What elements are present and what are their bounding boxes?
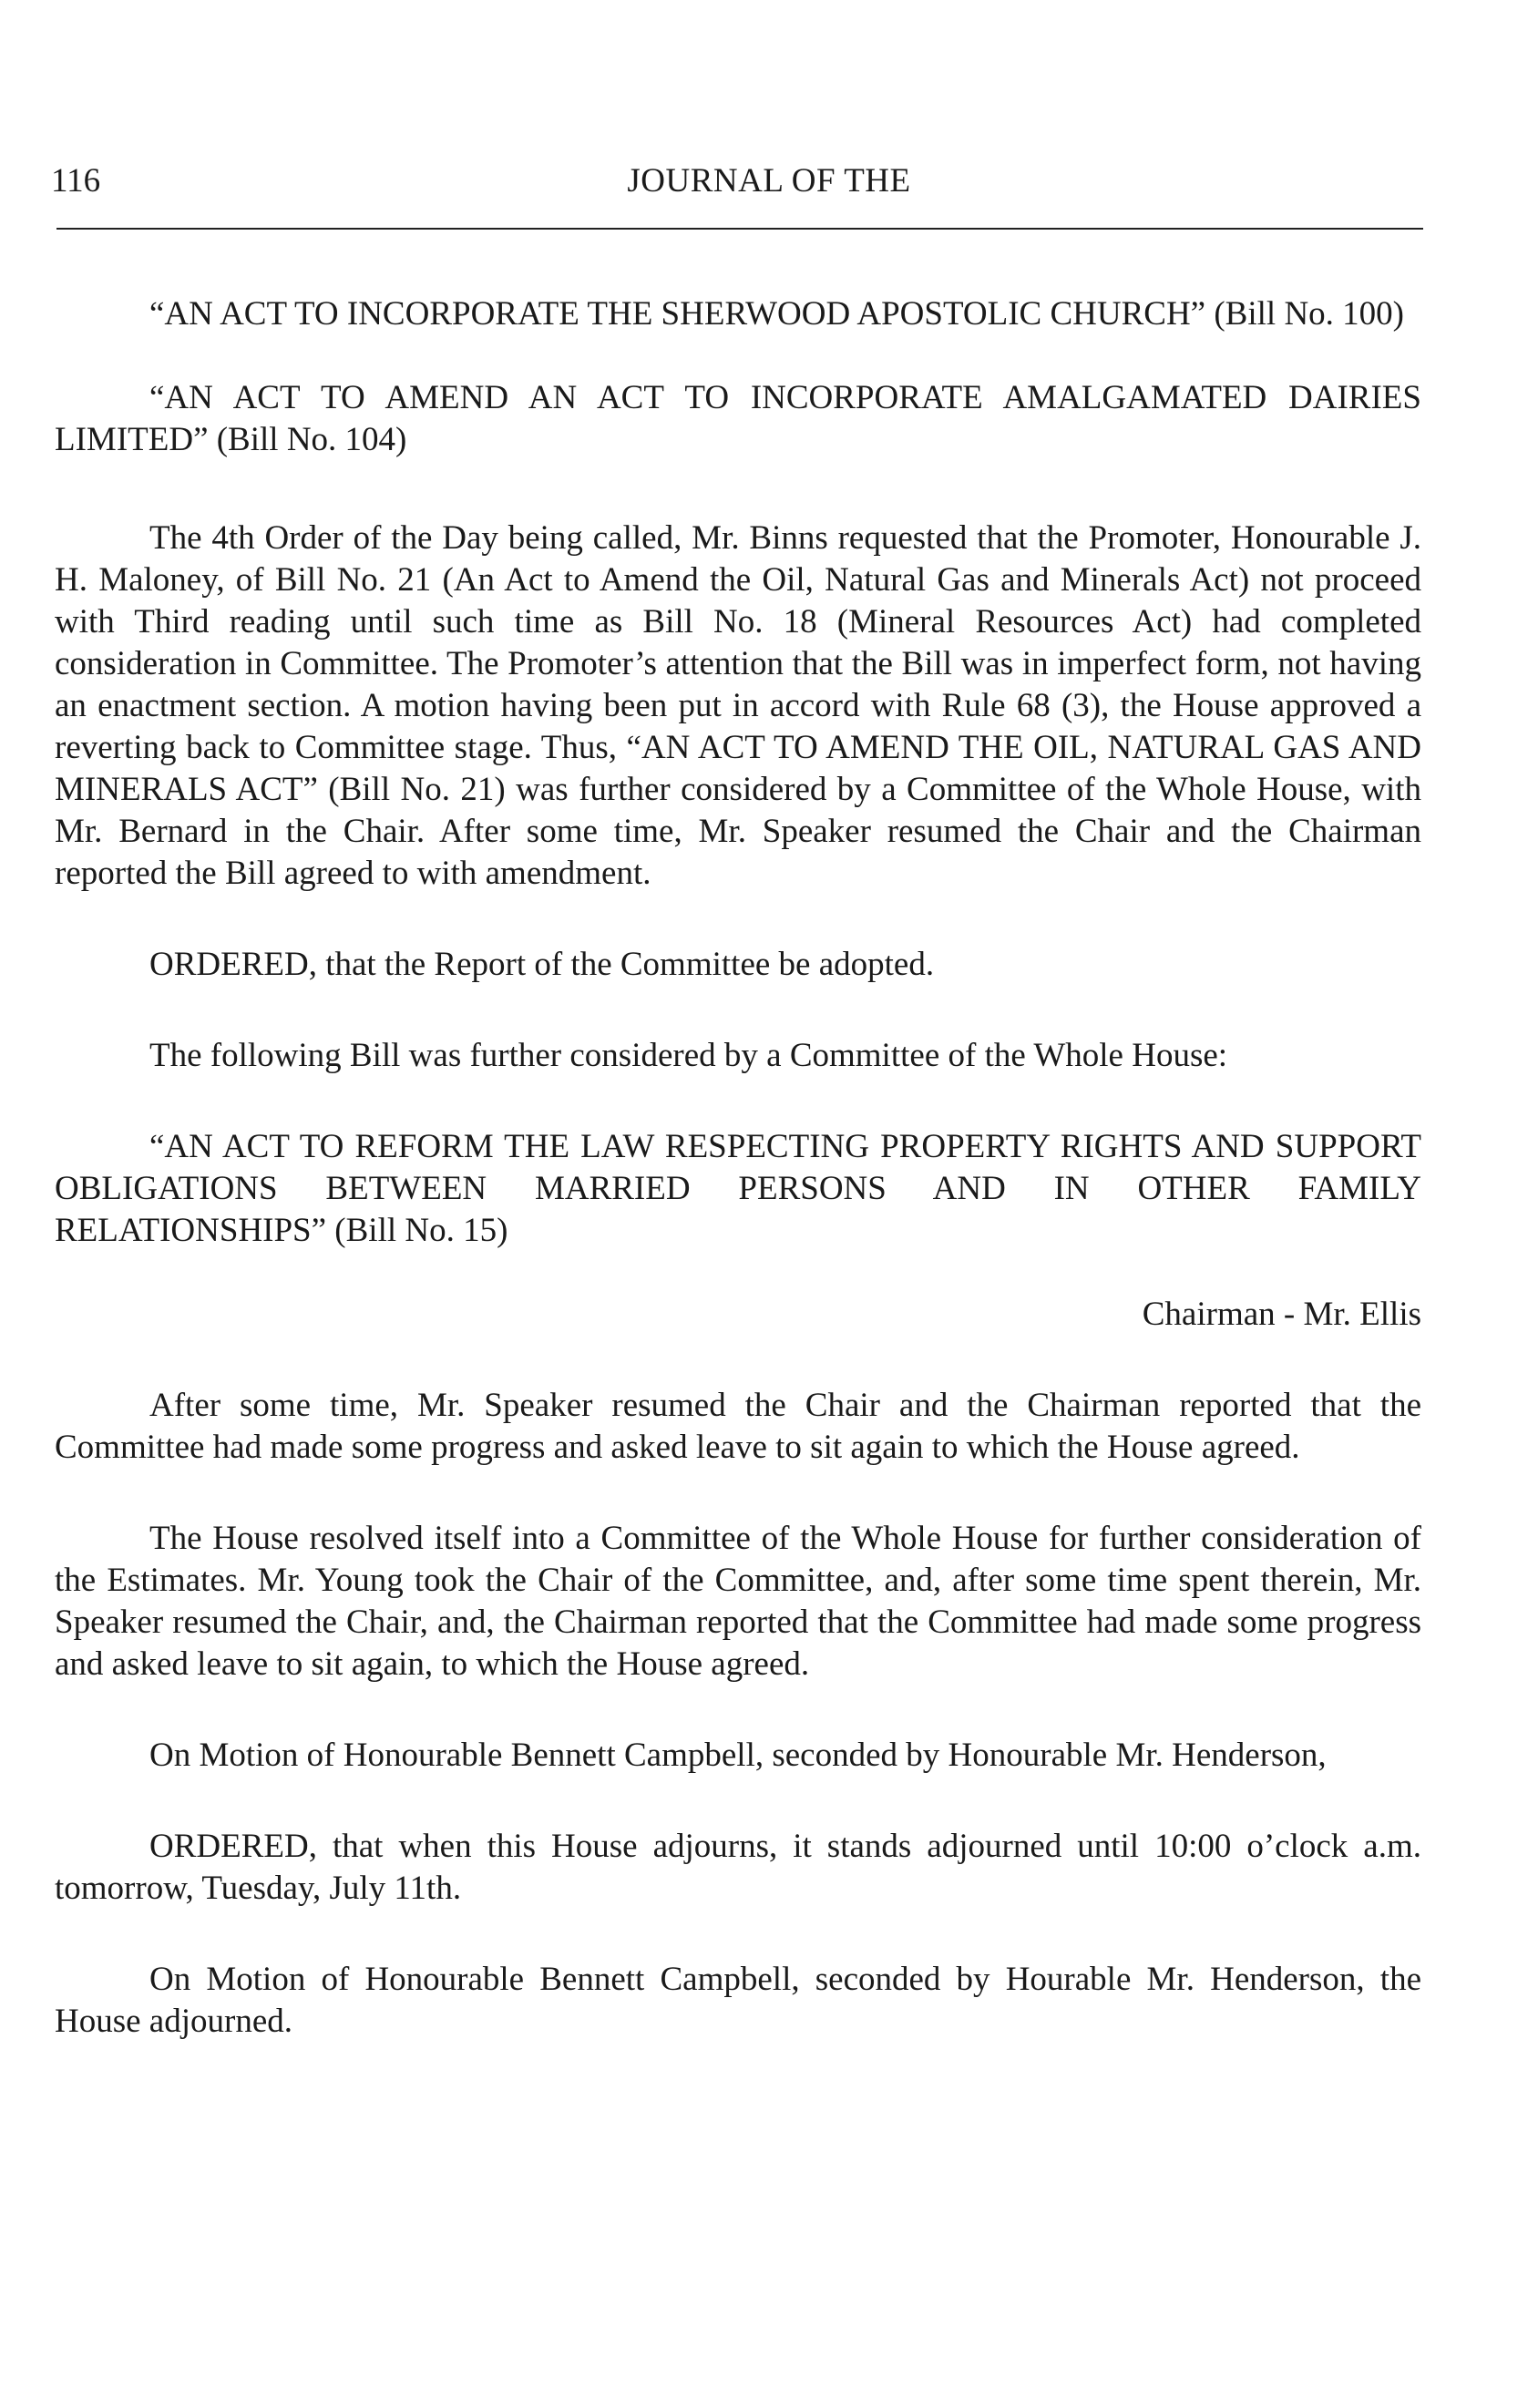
motion-paragraph-1: On Motion of Honourable Bennett Campbell, seconded by Honourable Mr. Henderson,: [149, 1737, 1327, 1774]
header-rule: [56, 228, 1423, 230]
page-number: 116: [51, 162, 101, 200]
bill-title-family-law-reform: “AN ACT TO REFORM THE LAW RESPECTING PROPERTY RIGHTS AND SUPPORT OBLIGATIONS BETWEEN MARRIED PERSONS AND IN OTHER FAMILY RELATIONSHIPS” (Bill No. 15): [55, 1128, 1421, 1249]
ordered-adjourn-paragraph: ORDERED, that when this House adjourns, it stands adjourned until 10:00 o’clock a.m. tomorrow, Tuesday, July 11th.: [55, 1828, 1421, 1907]
bill-title-sherwood-church: “AN ACT TO INCORPORATE THE SHERWOOD APOSTOLIC CHURCH” (Bill No. 100): [149, 295, 1404, 333]
committee-intro: The following Bill was further considered by a Committee of the Whole House:: [149, 1037, 1228, 1074]
bill-title-amalgamated-dairies: “AN ACT TO AMEND AN ACT TO INCORPORATE AMALGAMATED DAIRIES LIMITED” (Bill No. 104): [55, 379, 1421, 458]
progress-paragraph: After some time, Mr. Speaker resumed the Chair and the Chairman reported that the Committee had made some progress and asked leave to sit again to which the House agreed.: [55, 1387, 1421, 1466]
ordered-report-adopted: ORDERED, that the Report of the Committee be adopted.: [149, 946, 935, 983]
fourth-order-paragraph: The 4th Order of the Day being called, Mr. Binns requested that the Promoter, Honourable J. H. Maloney, of Bill No. 21 (An Act to Amend the Oil, Natural Gas and Minerals Act) not proceed with Third reading until such time as Bill No. 18 (Mineral Resources Act) had completed consideration in Committee. The Promoter’s attention that the Bill was in imperfect form, not having an enactment section. A motion having been put in accord with Rule 68 (3), the House approved a reverting back to Committee stage. Thus, “AN ACT TO AMEND THE OIL, NATURAL GAS AND MINERALS ACT” (Bill No. 21) was further considered by a Committee of the Whole House, with Mr. Bernard in the Chair. After some time, Mr. Speaker resumed the Chair and the Chairman reported the Bill agreed to with amendment.: [55, 519, 1421, 892]
estimates-paragraph: The House resolved itself into a Committee of the Whole House for further consideration of the Estimates. Mr. Young took the Chair of the Committee, and, after some time spent therein, Mr. Speaker resumed the Chair, and, the Chairman reported that the Committee had made some progress and asked leave to sit again, to which the House agreed.: [55, 1520, 1421, 1683]
journal-body: [55, 293, 1421, 2043]
motion-paragraph-2: On Motion of Honourable Bennett Campbell, seconded by Hourable Mr. Henderson, the House adjourned.: [55, 1961, 1421, 2040]
chairman-line: Chairman - Mr. Ellis: [1142, 1296, 1421, 1333]
running-head: JOURNAL OF THE: [627, 162, 911, 200]
